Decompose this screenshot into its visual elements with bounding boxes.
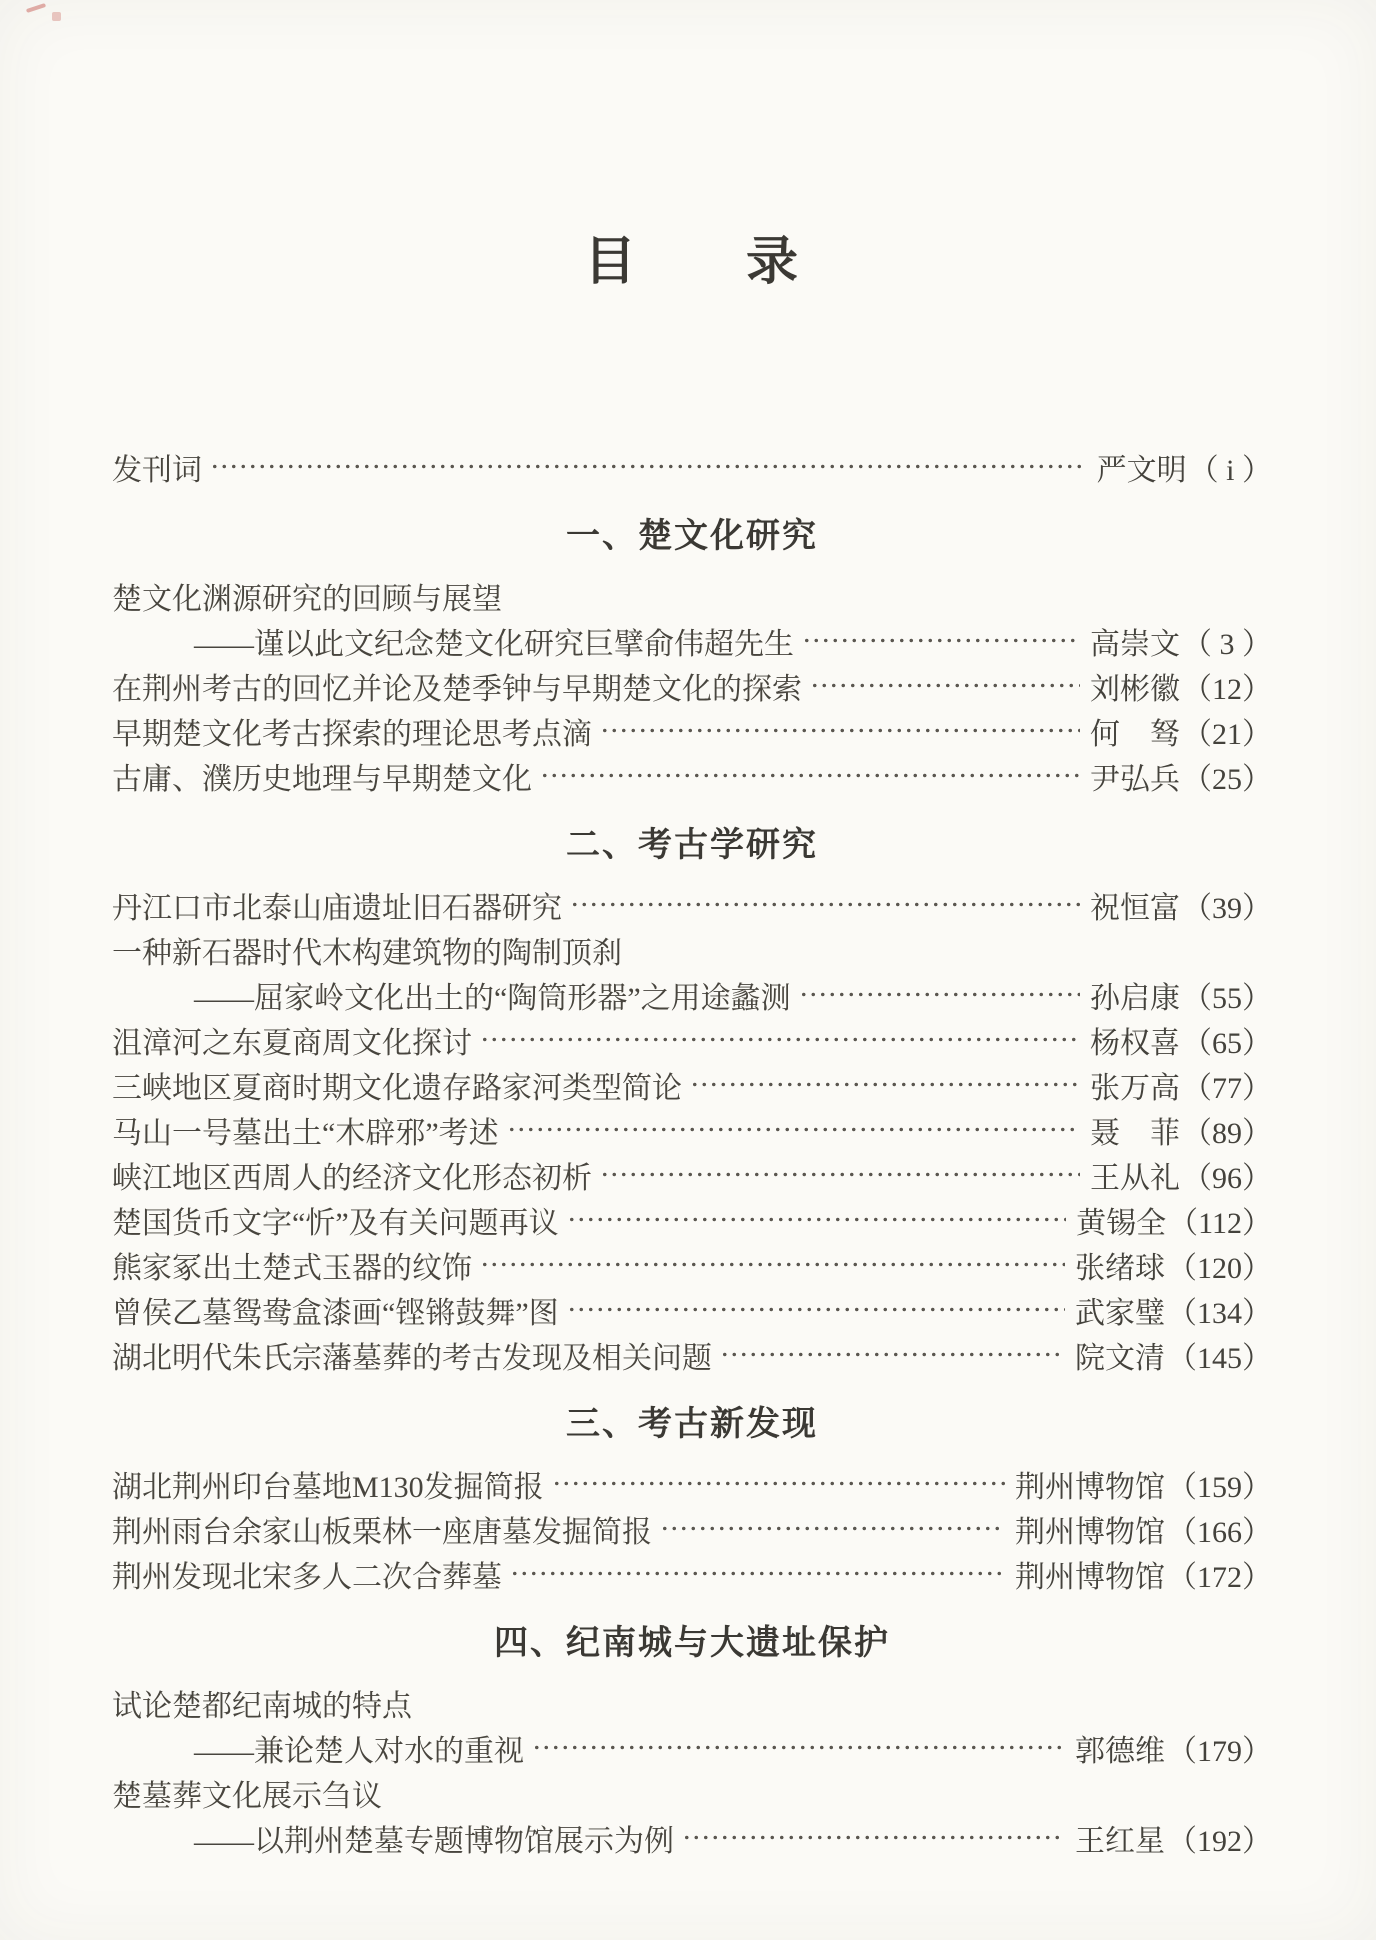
entry-page: （55） [1182, 981, 1272, 1015]
dot-leader [510, 1551, 1005, 1596]
entry-title: 早期楚文化考古探索的理论思考点滴 [112, 717, 592, 751]
entry-page: （166） [1167, 1515, 1272, 1549]
entry-page: （25） [1182, 762, 1272, 796]
entry-page: （192） [1167, 1824, 1272, 1858]
entry-credit [1090, 1063, 1272, 1107]
toc-entry [112, 1287, 1272, 1332]
toc-entry [112, 573, 1272, 618]
dot-leader [210, 444, 1087, 489]
entry-title: 古庸、濮历史地理与早期楚文化 [112, 762, 532, 796]
entry-author: 黄锡全 [1076, 1206, 1167, 1240]
entry-page: （39） [1182, 891, 1272, 925]
entry-page: （ i ） [1188, 453, 1272, 487]
toc-entry [112, 1107, 1272, 1152]
dot-leader [600, 1152, 1080, 1197]
entry-author: 荆州博物馆 [1015, 1560, 1165, 1594]
entry-title: 荆州发现北宋多人二次合葬墓 [112, 1560, 502, 1594]
entry-subtitle: ——以荆州楚墓专题博物馆展示为例 [194, 1824, 674, 1858]
toc-entry [112, 708, 1272, 753]
section-heading-4: 四、纪南城与大遗址保护 [494, 1624, 890, 1662]
toc-entry [112, 753, 1272, 798]
dot-leader [720, 1332, 1065, 1377]
entry-author: 张万高 [1090, 1071, 1180, 1105]
entry-title: 楚文化渊源研究的回顾与展望 [112, 582, 502, 616]
entry-page: （145） [1167, 1341, 1272, 1375]
entry-page: （12） [1182, 672, 1272, 706]
entry-author: 王红星 [1075, 1824, 1165, 1858]
entry-title: 湖北明代朱氏宗藩墓葬的考古发现及相关问题 [112, 1341, 712, 1375]
dot-leader [802, 618, 1080, 663]
entry-page: （65） [1182, 1026, 1272, 1060]
entry-author: 孙启康 [1090, 981, 1180, 1015]
entry-page: （77） [1182, 1071, 1272, 1105]
toc-entry [112, 1197, 1272, 1242]
entry-credit [1076, 1198, 1272, 1242]
dot-leader [660, 1506, 1005, 1551]
dot-leader [567, 1197, 1066, 1242]
entry-title: 一种新石器时代木构建筑物的陶制顶刹 [112, 936, 622, 970]
entry-credit [1090, 1108, 1272, 1152]
toc-entry-subtitle-line [112, 1815, 1272, 1860]
section-heading-3: 三、考古新发现 [566, 1405, 818, 1443]
dot-leader [567, 1287, 1065, 1332]
entry-page: （179） [1167, 1734, 1272, 1768]
entry-credit [1015, 1507, 1272, 1551]
entry-subtitle: ——兼论楚人对水的重视 [194, 1734, 524, 1768]
toc-entry [112, 1242, 1272, 1287]
entry-credit [1075, 1333, 1272, 1377]
entry-author: 王从礼 [1090, 1161, 1180, 1195]
entry-page: （96） [1182, 1161, 1272, 1195]
entry-subtitle: ——屈家岭文化出土的“陶筒形器”之用途蠡测 [194, 981, 791, 1015]
entry-page: （172） [1167, 1560, 1272, 1594]
toc-entry-subtitle-line [112, 1725, 1272, 1770]
entry-author: 荆州博物馆 [1015, 1515, 1165, 1549]
entry-credit [1015, 1552, 1272, 1596]
scan-artifact [26, 3, 46, 13]
page-title: 目 录 [583, 234, 800, 291]
entry-credit [1090, 1018, 1272, 1062]
entry-author: 祝恒富 [1090, 891, 1180, 925]
toc-entry [112, 927, 1272, 972]
dot-leader [799, 972, 1080, 1017]
entry-credit [1075, 1816, 1272, 1860]
entry-credit [1090, 1153, 1272, 1197]
dot-leader [480, 1242, 1065, 1287]
toc-entry [112, 1680, 1272, 1725]
entry-page: （159） [1167, 1470, 1272, 1504]
entry-title: 发刊词 [112, 453, 202, 487]
entry-credit [1090, 664, 1272, 708]
toc-entry [112, 1770, 1272, 1815]
section-heading-1: 一、楚文化研究 [566, 517, 818, 555]
entry-page: （134） [1167, 1296, 1272, 1330]
entry-credit [1090, 754, 1272, 798]
entry-page: （112） [1168, 1206, 1272, 1240]
entry-credit [1015, 1462, 1272, 1506]
toc-entry [112, 1551, 1272, 1596]
toc-entry [112, 1506, 1272, 1551]
entry-credit [1097, 445, 1272, 489]
toc-entry-subtitle-line [112, 972, 1272, 1017]
entry-title: 试论楚都纪南城的特点 [112, 1689, 412, 1723]
entry-author: 何 驽 [1090, 717, 1180, 751]
section-heading-2: 二、考古学研究 [566, 826, 818, 864]
entry-author: 张绪球 [1075, 1251, 1165, 1285]
entry-title: 湖北荆州印台墓地M130发掘简报 [112, 1470, 544, 1504]
toc-entry-frontmatter [112, 444, 1272, 489]
dot-leader [810, 663, 1080, 708]
entry-author: 刘彬徽 [1090, 672, 1180, 706]
toc-entry [112, 663, 1272, 708]
entry-author: 高崇文 [1090, 627, 1180, 661]
entry-author: 尹弘兵 [1090, 762, 1180, 796]
entry-credit [1090, 973, 1272, 1017]
entry-author: 院文清 [1075, 1341, 1165, 1375]
dot-leader [540, 753, 1080, 798]
entry-title: 曾侯乙墓鸳鸯盒漆画“铿锵鼓舞”图 [112, 1296, 559, 1330]
toc-entry [112, 1017, 1272, 1062]
entry-subtitle: ——谨以此文纪念楚文化研究巨擘俞伟超先生 [194, 627, 794, 661]
dot-leader [690, 1062, 1080, 1107]
toc-entry [112, 1152, 1272, 1197]
entry-page: （ 3 ） [1182, 627, 1272, 661]
entry-credit [1090, 883, 1272, 927]
entry-title: 楚国货币文字“忻”及有关问题再议 [112, 1206, 559, 1240]
entry-credit [1090, 619, 1272, 663]
toc-entry-subtitle-line [112, 618, 1272, 663]
toc-entry [112, 882, 1272, 927]
entry-title: 在荆州考古的回忆并论及楚季钟与早期楚文化的探索 [112, 672, 802, 706]
dot-leader [480, 1017, 1080, 1062]
dot-leader [507, 1107, 1080, 1152]
entry-title: 丹江口市北泰山庙遗址旧石器研究 [112, 891, 562, 925]
entry-title: 荆州雨台余家山板栗林一座唐墓发掘简报 [112, 1515, 652, 1549]
entry-credit [1075, 1726, 1272, 1770]
scan-artifact [52, 12, 61, 21]
dot-leader [682, 1815, 1065, 1860]
dot-leader [570, 882, 1080, 927]
entry-title: 楚墓葬文化展示刍议 [112, 1779, 382, 1813]
dot-leader [600, 708, 1080, 753]
entry-credit [1075, 1288, 1272, 1332]
entry-credit [1090, 709, 1272, 753]
entry-author: 严文明 [1096, 453, 1187, 487]
entry-title: 熊家冢出土楚式玉器的纹饰 [112, 1251, 472, 1285]
entry-author: 武家璧 [1075, 1296, 1165, 1330]
entry-credit [1075, 1243, 1272, 1287]
entry-title: 三峡地区夏商时期文化遗存路家河类型简论 [112, 1071, 682, 1105]
toc-entry [112, 1062, 1272, 1107]
entry-author: 杨权喜 [1090, 1026, 1180, 1060]
toc-entry [112, 1461, 1272, 1506]
entry-title: 沮漳河之东夏商周文化探讨 [112, 1026, 472, 1060]
entry-author: 郭德维 [1075, 1734, 1165, 1768]
dot-leader [552, 1461, 1005, 1506]
entry-page: （89） [1182, 1116, 1272, 1150]
entry-page: （120） [1167, 1251, 1272, 1285]
entry-title: 马山一号墓出土“木辟邪”考述 [112, 1116, 499, 1150]
entry-author: 荆州博物馆 [1015, 1470, 1165, 1504]
entry-title: 峡江地区西周人的经济文化形态初析 [112, 1161, 592, 1195]
entry-page: （21） [1182, 717, 1272, 751]
dot-leader [532, 1725, 1065, 1770]
entry-author: 聂 菲 [1090, 1116, 1180, 1150]
toc-entry [112, 1332, 1272, 1377]
